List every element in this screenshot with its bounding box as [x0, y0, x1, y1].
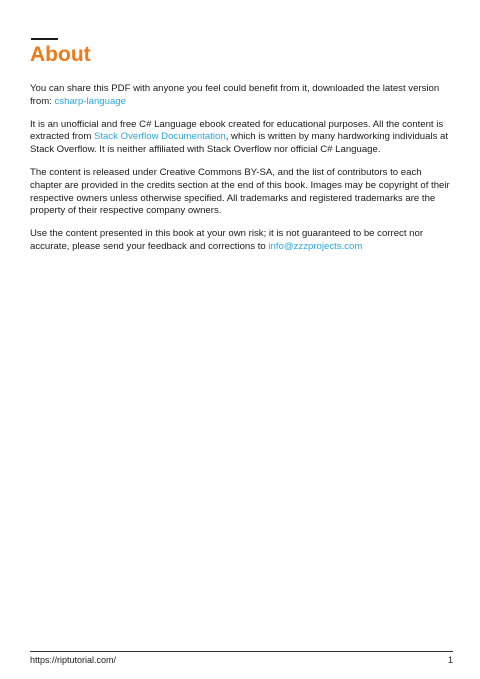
paragraph-share	[30, 83, 455, 109]
paragraph-about	[30, 119, 455, 157]
paragraph-license-text: The content is released under Creative Commons BY-SA, and the list of contributors to each chapter are provided in the credits section at the end of this book. Images may be copyright of their respective owners unless otherwise specified. All trademarks and registered trademarks are the property of their respective company owners.	[30, 166, 450, 217]
footer-url: https://riptutorial.com/	[30, 655, 117, 665]
page-title: About	[30, 43, 91, 66]
page-number: 1	[447, 655, 453, 665]
paragraph-about-text-after: , which is written by many hardworking individuals at Stack Overflow. It is neither affiliated with Stack Overflow nor official C# Language.	[30, 131, 449, 156]
csharp-language-link[interactable]: csharp-language	[54, 95, 127, 107]
feedback-email-link[interactable]: info@zzzprojects.com	[268, 240, 363, 252]
content-body	[30, 83, 455, 264]
paragraph-about-text: It is an unofficial and free C# Language ebook created for educational purposes. All the content is extracted from	[30, 118, 444, 143]
heading-rule	[31, 38, 58, 40]
stack-overflow-documentation-link[interactable]: Stack Overflow Documentation	[93, 131, 226, 143]
paragraph-license	[30, 167, 455, 218]
paragraph-disclaimer-text: Use the content presented in this book at your own risk; it is not guaranteed to be correct nor accurate, please send your feedback and corrections to	[30, 228, 424, 252]
footer-rule	[30, 651, 453, 652]
paragraph-share-text: You can share this PDF with anyone you feel could benefit from it, downloaded the latest version from:	[30, 83, 440, 107]
paragraph-disclaimer	[30, 228, 455, 254]
